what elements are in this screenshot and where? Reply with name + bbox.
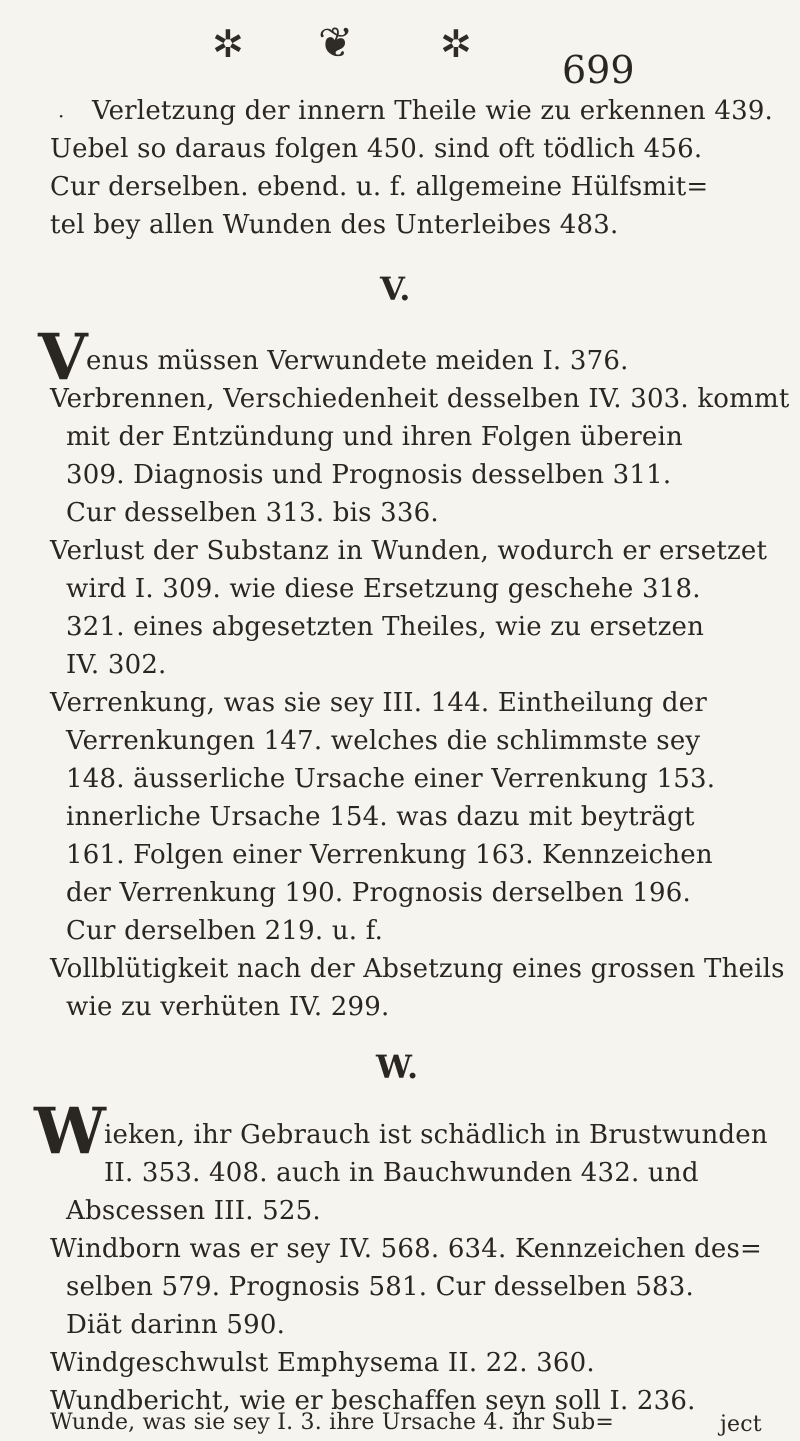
drop-cap-v: V <box>38 320 88 395</box>
text-line: Vollblütigkeit nach der Absetzung eines grossen Theils <box>50 954 785 984</box>
text-line: Cur derselben. ebend. u. f. allgemeine Hülfsmit= <box>50 172 709 202</box>
text-line: der Verrenkung 190. Prognosis derselben 196. <box>66 878 691 908</box>
text-line: 309. Diagnosis und Prognosis desselben 311. <box>66 460 672 490</box>
text-line: Windborn was er sey IV. 568. 634. Kennzeichen des= <box>50 1234 763 1264</box>
text-line: Cur desselben 313. bis 336. <box>66 498 439 528</box>
text-line: enus müssen Verwundete meiden I. 376. <box>86 346 629 376</box>
text-line: Abscessen III. 525. <box>66 1196 321 1226</box>
text-line: selben 579. Prognosis 581. Cur desselben 583. <box>66 1272 694 1302</box>
text-line: innerliche Ursache 154. was dazu mit beyträgt <box>66 802 695 832</box>
text-line: ieken, ihr Gebrauch ist schädlich in Brustwunden <box>104 1120 768 1150</box>
text-line: Verrenkung, was sie sey III. 144. Eintheilung der <box>50 688 707 718</box>
text-line: Wunde, was sie sey I. 3. ihre Ursache 4. ihr Sub= <box>50 1410 615 1435</box>
text-line: IV. 302. <box>66 650 167 680</box>
text-line: Verlust der Substanz in Wunden, wodurch er ersetzet <box>50 536 768 566</box>
text-line: Uebel so daraus folgen 450. sind oft tödlich 456. <box>50 134 703 164</box>
text-line: wird I. 309. wie diese Ersetzung geschehe 318. <box>66 574 701 604</box>
margin-dot: · <box>58 104 65 128</box>
text-line: Verbrennen, Verschiedenheit desselben IV. 303. kommt <box>50 384 790 414</box>
text-line: Cur derselben 219. u. f. <box>66 916 384 946</box>
page-header <box>0 18 800 92</box>
text-line: 161. Folgen einer Verrenkung 163. Kennzeichen <box>66 840 713 870</box>
text-line: mit der Entzündung und ihren Folgen überein <box>66 422 683 452</box>
ornament-right-icon: ✲ <box>440 22 472 66</box>
page-number: 699 <box>562 48 635 92</box>
ornament-left-icon: ✲ <box>212 22 244 66</box>
section-letter-v: V. <box>380 270 411 308</box>
text-line: Diät darinn 590. <box>66 1310 286 1340</box>
text-line: Verrenkungen 147. welches die schlimmste sey <box>66 726 701 756</box>
text-line: ject <box>720 1412 762 1437</box>
text-line: Windgeschwulst Emphysema II. 22. 360. <box>50 1348 595 1378</box>
text-line: Wundbericht, wie er beschaffen seyn soll I. 236. <box>50 1386 696 1416</box>
text-line: wie zu verhüten IV. 299. <box>66 992 390 1022</box>
text-line: II. 353. 408. auch in Bauchwunden 432. und <box>104 1158 699 1188</box>
text-line: Verletzung der innern Theile wie zu erkennen 439. <box>92 96 774 126</box>
drop-cap-w: W <box>34 1094 106 1169</box>
text-line: 148. äusserliche Ursache einer Verrenkung 153. <box>66 764 716 794</box>
ornament-center-icon: ❦ <box>318 18 354 67</box>
text-line: tel bey allen Wunden des Unterleibes 483. <box>50 210 619 240</box>
section-letter-w: W. <box>376 1048 419 1086</box>
text-line: 321. eines abgesetzten Theiles, wie zu ersetzen <box>66 612 705 642</box>
